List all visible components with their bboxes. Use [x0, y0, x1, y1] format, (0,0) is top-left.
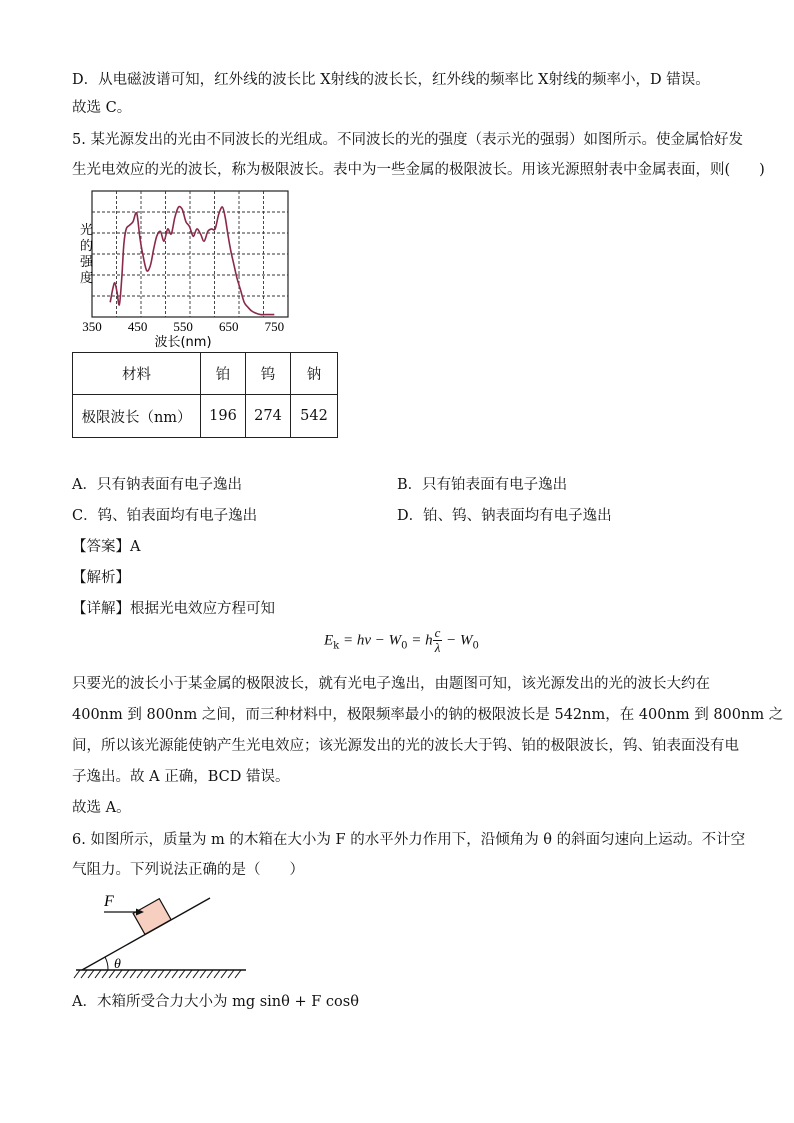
hatch-mark [95, 970, 101, 978]
hatch-mark [193, 970, 199, 978]
hatch-mark [158, 970, 164, 978]
option-d: D．铂、钨、钠表面均有电子逸出 [397, 508, 612, 524]
photoelectric-equation: $E_k = h\nu - W_0 = h$ $\frac{c}{\lambda}$ − $W_0$ [324, 625, 479, 655]
hatch-mark [172, 970, 178, 978]
explain-line-5: 故选 A。 [72, 800, 131, 816]
hatch-mark [214, 970, 220, 978]
incline-diagram [70, 890, 260, 982]
table-header-na: 钠 [291, 353, 338, 395]
option-c: C．钨、铂表面均有电子逸出 [72, 508, 258, 524]
hatch-mark [207, 970, 213, 978]
option-a: A．只有钠表面有电子逸出 [72, 477, 242, 493]
chart-grid [92, 191, 288, 317]
hatch-mark [137, 970, 143, 978]
angle-arc [105, 957, 108, 970]
hatch-mark [235, 970, 241, 978]
detail-line: 【详解】根据光电效应方程可知 [72, 601, 275, 617]
hatch-mark [74, 970, 80, 978]
explain-line-2: 400nm 到 800nm 之间，而三种材料中，极限频率最小的钠的极限波长是 542nm，在 400nm 到 800nm 之 [72, 707, 784, 723]
y-axis-label-char-0: 光 [80, 223, 94, 238]
light-intensity-chart [70, 186, 310, 350]
line-choose-c: 故选 C。 [72, 100, 132, 116]
question-5-line1: 5. 某光源发出的光由不同波长的光组成。不同波长的光的强度（表示光的强弱）如图所示。使金属恰好发 [72, 132, 743, 148]
hatch-mark [81, 970, 87, 978]
ground-hatching [74, 970, 241, 978]
table-cell-pt: 196 [201, 395, 246, 438]
question-6-line2: 气阻力。下列说法正确的是（ ） [72, 862, 304, 878]
x-tick-labels [82, 319, 284, 334]
line-d-conclusion: D．从电磁波谱可知，红外线的波长比 X射线的波长长，红外线的频率比 X射线的频率小，D 错误。 [72, 72, 710, 88]
analysis-line: 【解析】 [72, 570, 130, 586]
x-tick-label: 550 [173, 319, 193, 334]
table-header-w: 钨 [246, 353, 291, 395]
hatch-mark [179, 970, 185, 978]
answer-line: 【答案】A [72, 539, 141, 555]
y-axis-label-char-3: 度 [80, 271, 94, 286]
table-header-pt: 铂 [201, 353, 246, 395]
option-b: B．只有铂表面有电子逸出 [397, 477, 568, 493]
intensity-curve [110, 207, 274, 315]
x-tick-label: 650 [218, 319, 239, 334]
force-label: F [104, 893, 114, 910]
y-axis-label-char-1: 的 [80, 239, 94, 254]
question-5-line2: 生光电效应的光的波长，称为极限波长。表中为一些金属的极限波长。用该光源照射表中金属表面，则( ) [72, 162, 765, 178]
angle-label: θ [114, 957, 121, 972]
hatch-mark [151, 970, 157, 978]
x-tick-label: 450 [127, 319, 148, 334]
table-row [73, 395, 338, 438]
question-6-line1: 6. 如图所示，质量为 m 的木箱在大小为 F 的水平外力作用下，沿倾角为 θ 的斜面匀速向上运动。不计空 [72, 832, 746, 848]
explain-line-3: 间，所以该光源能使钠产生光电效应；该光源发出的光的波长大于钨、铂的极限波长，钨、铂表面没有电 [72, 738, 739, 754]
hatch-mark [228, 970, 234, 978]
table-header-material: 材料 [73, 353, 201, 395]
table-row-label: 极限波长（nm） [73, 395, 201, 438]
x-axis-label: 波长(nm) [154, 335, 212, 350]
x-tick-label: 350 [82, 319, 102, 334]
hatch-mark [88, 970, 94, 978]
table-cell-na: 542 [291, 395, 338, 438]
table-cell-w: 274 [246, 395, 291, 438]
hatch-mark [123, 970, 129, 978]
hatch-mark [144, 970, 150, 978]
hatch-mark [221, 970, 227, 978]
hatch-mark [102, 970, 108, 978]
limit-wavelength-table [72, 352, 338, 438]
hatch-mark [165, 970, 171, 978]
table-row [73, 353, 338, 395]
explain-line-1: 只要光的波长小于某金属的极限波长，就有光电子逸出，由题图可知，该光源发出的光的波长大约在 [72, 676, 710, 692]
hatch-mark [130, 970, 136, 978]
wooden-box [133, 899, 171, 935]
explain-line-4: 子逸出。故 A 正确，BCD 错误。 [72, 769, 290, 785]
hatch-mark [200, 970, 206, 978]
x-tick-label: 750 [264, 319, 285, 334]
question-6-option-a: A．木箱所受合力大小为 mg sinθ + F cosθ [72, 994, 359, 1010]
hatch-mark [186, 970, 192, 978]
y-axis-label-char-2: 强 [80, 255, 94, 270]
